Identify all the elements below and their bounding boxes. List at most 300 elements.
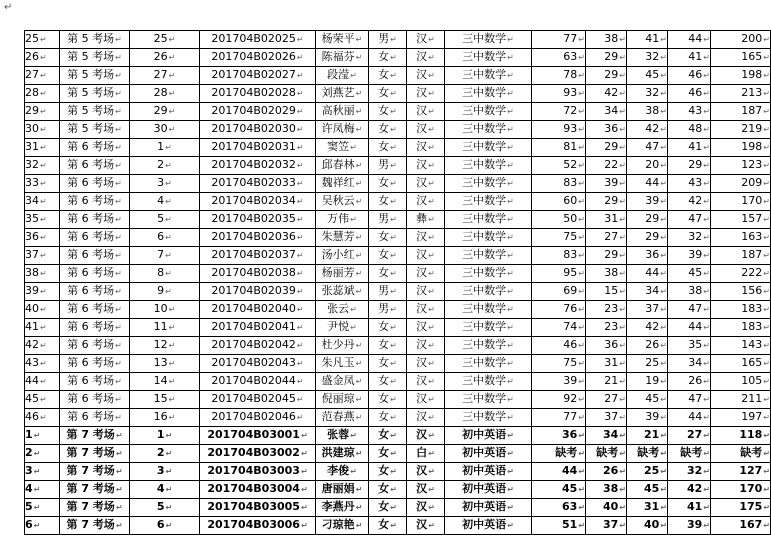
candidate-name-text: 张蓉 — [327, 428, 350, 441]
candidate-name-cell — [316, 247, 369, 265]
cell-mark: ↵ — [578, 287, 585, 296]
exam-room-text: 第 6 考场 — [67, 158, 115, 171]
cell-mark: ↵ — [168, 305, 176, 314]
subject-cell — [445, 355, 532, 373]
cell-mark: ↵ — [168, 377, 176, 386]
cell-mark: ↵ — [390, 467, 397, 476]
exam-room-cell — [60, 499, 130, 517]
score-3-cell — [627, 175, 668, 193]
score-2-cell — [586, 391, 627, 409]
candidate-id-cell — [200, 121, 316, 139]
cell-mark: ↵ — [619, 323, 626, 332]
gender-text: 女 — [378, 86, 390, 99]
cell-mark: ↵ — [355, 197, 363, 206]
cell-mark: ↵ — [578, 233, 585, 242]
score-4-cell — [668, 265, 711, 283]
cell-mark: ↵ — [703, 89, 710, 98]
score-2-text: 31 — [604, 212, 619, 225]
candidate-name-text: 杨丽芳 — [321, 266, 355, 279]
cell-mark: ↵ — [703, 71, 710, 80]
score-3-text: 19 — [645, 374, 660, 387]
subject-text: 三中数学 — [462, 284, 507, 297]
candidate-name-cell — [316, 265, 369, 283]
candidate-name-cell — [316, 517, 369, 535]
exam-room-text: 第 7 考场 — [66, 464, 115, 477]
cell-mark: ↵ — [578, 305, 585, 314]
cell-mark: ↵ — [660, 431, 667, 440]
seat-number-cell — [130, 427, 200, 445]
cell-mark: ↵ — [115, 413, 122, 422]
cell-mark: ↵ — [296, 341, 304, 350]
cell-mark: ↵ — [390, 431, 397, 440]
ethnicity-text: 汉 — [416, 248, 428, 261]
cell-mark: ↵ — [619, 179, 626, 188]
candidate-id-text: 201704B02042 — [211, 338, 296, 351]
cell-mark: ↵ — [428, 287, 435, 296]
cell-mark: ↵ — [115, 485, 123, 494]
cell-mark: ↵ — [168, 71, 176, 80]
cell-mark: ↵ — [578, 125, 585, 134]
exam-room-cell — [60, 247, 130, 265]
score-3-cell — [627, 373, 668, 391]
row-number-cell — [25, 229, 60, 247]
score-1-cell — [532, 499, 586, 517]
gender-text: 女 — [378, 464, 390, 477]
row-number-cell — [25, 49, 60, 67]
total-score-cell — [711, 391, 771, 409]
score-4-text: 38 — [688, 284, 703, 297]
table-row — [25, 517, 771, 535]
row-number-text: 28 — [25, 86, 39, 99]
cell-mark: ↵ — [33, 431, 41, 440]
score-3-text: 32 — [645, 86, 660, 99]
cell-mark: ↵ — [115, 161, 122, 170]
score-3-cell — [627, 265, 668, 283]
cell-mark: ↵ — [296, 323, 304, 332]
cell-mark: ↵ — [660, 89, 667, 98]
ethnicity-text: 汉 — [416, 32, 428, 45]
score-4-text: 47 — [688, 302, 703, 315]
cell-mark: ↵ — [763, 215, 770, 224]
seat-number-text: 3 — [157, 176, 165, 189]
candidate-name-cell — [316, 337, 369, 355]
cell-mark: ↵ — [763, 251, 770, 260]
candidate-name-text: 范春燕 — [321, 410, 355, 423]
cell-mark: ↵ — [578, 53, 585, 62]
score-3-text: 26 — [645, 338, 660, 351]
score-2-text: 缺考 — [596, 446, 619, 459]
ethnicity-cell — [407, 499, 445, 517]
ethnicity-text: 彝 — [416, 212, 428, 225]
cell-mark: ↵ — [578, 215, 585, 224]
cell-mark: ↵ — [428, 305, 435, 314]
cell-mark: ↵ — [428, 53, 435, 62]
cell-mark: ↵ — [660, 53, 667, 62]
row-number-text: 37 — [25, 248, 39, 261]
subject-text: 三中数学 — [462, 86, 507, 99]
score-2-text: 40 — [602, 500, 619, 513]
cell-mark: ↵ — [578, 197, 585, 206]
score-1-cell — [532, 139, 586, 157]
score-4-cell — [668, 139, 711, 157]
cell-mark: ↵ — [350, 467, 357, 476]
seat-number-text: 6 — [156, 518, 165, 531]
score-4-text: 47 — [688, 392, 703, 405]
score-1-text: 缺考 — [555, 446, 578, 459]
cell-mark: ↵ — [168, 125, 176, 134]
score-3-cell — [627, 427, 668, 445]
subject-cell — [445, 481, 532, 499]
cell-mark: ↵ — [660, 359, 667, 368]
cell-mark: ↵ — [40, 161, 47, 170]
cell-mark: ↵ — [355, 161, 363, 170]
cell-mark: ↵ — [296, 53, 304, 62]
score-2-text: 29 — [604, 194, 619, 207]
score-3-text: 38 — [645, 104, 660, 117]
row-number-text: 34 — [25, 194, 39, 207]
cell-mark: ↵ — [660, 215, 667, 224]
gender-text: 女 — [378, 122, 390, 135]
score-4-text: 47 — [688, 212, 703, 225]
table-row — [25, 391, 771, 409]
gender-cell — [369, 301, 407, 319]
score-3-cell — [627, 157, 668, 175]
cell-mark: ↵ — [578, 521, 585, 530]
cell-mark: ↵ — [578, 359, 585, 368]
score-3-cell — [627, 355, 668, 373]
gender-text: 女 — [378, 50, 390, 63]
total-score-cell — [711, 49, 771, 67]
score-2-cell — [586, 319, 627, 337]
cell-mark: ↵ — [507, 251, 514, 260]
cell-mark: ↵ — [619, 125, 626, 134]
cell-mark: ↵ — [763, 467, 770, 476]
row-number-cell — [25, 121, 60, 139]
total-score-cell — [711, 157, 771, 175]
score-4-text: 45 — [688, 266, 703, 279]
cell-mark: ↵ — [115, 71, 122, 80]
cell-mark: ↵ — [578, 467, 585, 476]
gender-text: 女 — [378, 500, 390, 513]
score-3-cell — [627, 445, 668, 463]
ethnicity-text: 汉 — [416, 68, 428, 81]
cell-mark: ↵ — [703, 269, 710, 278]
candidate-id-text: 201704B02039 — [211, 284, 296, 297]
subject-text: 三中数学 — [462, 212, 507, 225]
cell-mark: ↵ — [390, 125, 397, 134]
candidate-id-text: 201704B02031 — [211, 140, 296, 153]
cell-mark: ↵ — [428, 233, 435, 242]
cell-mark: ↵ — [40, 179, 47, 188]
seat-number-text: 15 — [153, 392, 168, 405]
total-score-cell — [711, 229, 771, 247]
score-1-cell — [532, 373, 586, 391]
cell-mark: ↵ — [40, 305, 47, 314]
cell-mark: ↵ — [660, 269, 667, 278]
candidate-name-text: 段滢 — [327, 68, 350, 81]
score-1-text: 60 — [563, 194, 578, 207]
cell-mark: ↵ — [428, 467, 435, 476]
cell-mark: ↵ — [115, 431, 123, 440]
candidate-id-cell — [200, 85, 316, 103]
gender-text: 女 — [378, 140, 390, 153]
seat-number-cell — [130, 121, 200, 139]
gender-text: 女 — [378, 266, 390, 279]
candidate-name-cell — [316, 499, 369, 517]
candidate-id-cell — [200, 463, 316, 481]
score-3-text: 45 — [645, 68, 660, 81]
cell-mark: ↵ — [40, 323, 47, 332]
ethnicity-cell — [407, 67, 445, 85]
seat-number-cell — [130, 247, 200, 265]
cell-mark: ↵ — [115, 377, 122, 386]
gender-text: 女 — [378, 392, 390, 405]
score-4-text: 46 — [688, 86, 703, 99]
score-3-cell — [627, 283, 668, 301]
row-number-cell — [25, 355, 60, 373]
row-number-text: 45 — [25, 392, 39, 405]
row-number-text: 26 — [25, 50, 39, 63]
table-row — [25, 355, 771, 373]
cell-mark: ↵ — [296, 233, 304, 242]
exam-room-text: 第 6 考场 — [67, 392, 115, 405]
score-2-cell — [586, 337, 627, 355]
subject-text: 初中英语 — [462, 446, 507, 459]
subject-text: 初中英语 — [462, 482, 507, 495]
score-3-text: 25 — [643, 464, 660, 477]
score-3-cell — [627, 319, 668, 337]
cell-mark: ↵ — [350, 215, 357, 224]
total-score-text: 170 — [741, 194, 763, 207]
score-1-text: 44 — [561, 464, 578, 477]
gender-cell — [369, 139, 407, 157]
row-number-cell — [25, 193, 60, 211]
subject-cell — [445, 85, 532, 103]
row-number-text: 2 — [25, 446, 33, 459]
score-2-cell — [586, 355, 627, 373]
cell-mark: ↵ — [300, 503, 308, 512]
cell-mark: ↵ — [619, 251, 626, 260]
cell-mark: ↵ — [703, 395, 710, 404]
exam-room-cell — [60, 445, 130, 463]
cell-mark: ↵ — [763, 197, 770, 206]
score-4-cell — [668, 247, 711, 265]
exam-room-cell — [60, 85, 130, 103]
candidate-id-cell — [200, 211, 316, 229]
score-2-cell — [586, 409, 627, 427]
gender-cell — [369, 499, 407, 517]
cell-mark: ↵ — [115, 197, 122, 206]
gender-text: 女 — [378, 230, 390, 243]
ethnicity-cell — [407, 229, 445, 247]
ethnicity-cell — [407, 445, 445, 463]
row-number-text: 30 — [25, 122, 39, 135]
seat-number-text: 4 — [157, 194, 165, 207]
candidate-id-cell — [200, 373, 316, 391]
row-number-text: 27 — [25, 68, 39, 81]
score-1-cell — [532, 67, 586, 85]
cell-mark: ↵ — [763, 305, 770, 314]
ethnicity-text: 汉 — [416, 374, 428, 387]
score-2-text: 42 — [604, 86, 619, 99]
seat-number-cell — [130, 283, 200, 301]
gender-text: 女 — [378, 374, 390, 387]
score-4-text: 39 — [688, 248, 703, 261]
candidate-id-text: 201704B02040 — [211, 302, 296, 315]
table-row — [25, 283, 771, 301]
cell-mark: ↵ — [703, 521, 710, 530]
cell-mark: ↵ — [40, 53, 47, 62]
candidate-id-cell — [200, 283, 316, 301]
total-score-text: 187 — [741, 248, 763, 261]
score-4-cell — [668, 337, 711, 355]
exam-room-cell — [60, 229, 130, 247]
score-2-text: 21 — [604, 374, 619, 387]
cell-mark: ↵ — [507, 35, 514, 44]
cell-mark: ↵ — [390, 359, 397, 368]
table-row — [25, 175, 771, 193]
score-2-cell — [586, 445, 627, 463]
total-score-text: 156 — [741, 284, 763, 297]
candidate-name-text: 洪建琼 — [321, 446, 355, 459]
cell-mark: ↵ — [507, 413, 514, 422]
candidate-id-cell — [200, 409, 316, 427]
cell-mark: ↵ — [763, 233, 770, 242]
cell-mark: ↵ — [168, 89, 176, 98]
candidate-name-text: 魏祥红 — [321, 176, 355, 189]
row-number-cell — [25, 67, 60, 85]
score-3-text: 44 — [645, 176, 660, 189]
table-body — [25, 31, 771, 535]
exam-room-text: 第 6 考场 — [67, 140, 115, 153]
row-number-cell — [25, 427, 60, 445]
score-3-text: 36 — [645, 248, 660, 261]
subject-text: 三中数学 — [462, 230, 507, 243]
row-number-text: 39 — [25, 284, 39, 297]
score-4-text: 41 — [688, 140, 703, 153]
score-3-text: 44 — [645, 266, 660, 279]
cell-mark: ↵ — [507, 287, 514, 296]
ethnicity-text: 汉 — [416, 194, 428, 207]
cell-mark: ↵ — [578, 251, 585, 260]
score-4-text: 缺考 — [680, 446, 703, 459]
seat-number-text: 28 — [153, 86, 168, 99]
ethnicity-cell — [407, 103, 445, 121]
cell-mark: ↵ — [40, 89, 47, 98]
cell-mark: ↵ — [619, 89, 626, 98]
score-1-text: 63 — [561, 500, 578, 513]
subject-cell — [445, 247, 532, 265]
cell-mark: ↵ — [619, 71, 626, 80]
cell-mark: ↵ — [165, 215, 172, 224]
cell-mark: ↵ — [390, 287, 397, 296]
score-1-text: 45 — [561, 482, 578, 495]
row-number-text: 32 — [25, 158, 39, 171]
cell-mark: ↵ — [165, 197, 172, 206]
exam-room-text: 第 7 考场 — [66, 518, 115, 531]
gender-cell — [369, 337, 407, 355]
cell-mark: ↵ — [660, 485, 667, 494]
candidate-name-cell — [316, 121, 369, 139]
cell-mark: ↵ — [578, 71, 585, 80]
score-3-cell — [627, 121, 668, 139]
row-number-cell — [25, 175, 60, 193]
cell-mark: ↵ — [40, 269, 47, 278]
total-score-text: 缺考 — [740, 446, 763, 459]
candidate-id-cell — [200, 301, 316, 319]
score-3-text: 25 — [645, 356, 660, 369]
candidate-name-text: 倪丽琼 — [321, 392, 355, 405]
score-3-text: 42 — [645, 320, 660, 333]
cell-mark: ↵ — [390, 377, 397, 386]
cell-mark: ↵ — [168, 395, 176, 404]
cell-mark: ↵ — [660, 233, 667, 242]
cell-mark: ↵ — [619, 467, 626, 476]
cell-mark: ↵ — [507, 233, 514, 242]
candidate-id-text: 201704B02026 — [211, 50, 296, 63]
ethnicity-cell — [407, 463, 445, 481]
cell-mark: ↵ — [507, 215, 514, 224]
cell-mark: ↵ — [763, 377, 770, 386]
score-4-cell — [668, 283, 711, 301]
table-row — [25, 427, 771, 445]
total-score-cell — [711, 499, 771, 517]
cell-mark: ↵ — [578, 503, 585, 512]
cell-mark: ↵ — [507, 485, 514, 494]
score-2-text: 38 — [604, 32, 619, 45]
gender-text: 女 — [378, 482, 390, 495]
cell-mark: ↵ — [619, 377, 626, 386]
candidate-id-cell — [200, 319, 316, 337]
cell-mark: ↵ — [428, 125, 435, 134]
cell-mark: ↵ — [507, 143, 514, 152]
cell-mark: ↵ — [296, 35, 304, 44]
candidate-name-cell — [316, 391, 369, 409]
total-score-cell — [711, 355, 771, 373]
candidate-name-cell — [316, 301, 369, 319]
cell-mark: ↵ — [296, 395, 304, 404]
exam-room-text: 第 6 考场 — [67, 176, 115, 189]
table-row — [25, 121, 771, 139]
ethnicity-text: 白 — [416, 446, 428, 459]
cell-mark: ↵ — [428, 341, 435, 350]
candidate-name-text: 张云 — [327, 302, 350, 315]
cell-mark: ↵ — [428, 161, 435, 170]
exam-room-cell — [60, 49, 130, 67]
score-3-text: 34 — [645, 284, 660, 297]
candidate-name-text: 唐丽娟 — [321, 482, 355, 495]
cell-mark: ↵ — [300, 521, 308, 530]
score-4-text: 34 — [688, 356, 703, 369]
gender-cell — [369, 409, 407, 427]
cell-mark: ↵ — [165, 179, 172, 188]
seat-number-cell — [130, 517, 200, 535]
seat-number-cell — [130, 157, 200, 175]
subject-text: 三中数学 — [462, 122, 507, 135]
table-row — [25, 445, 771, 463]
cell-mark: ↵ — [40, 251, 47, 260]
gender-cell — [369, 283, 407, 301]
candidate-name-cell — [316, 67, 369, 85]
score-4-cell — [668, 229, 711, 247]
row-number-cell — [25, 481, 60, 499]
cell-mark: ↵ — [390, 449, 397, 458]
row-number-cell — [25, 85, 60, 103]
row-number-text: 3 — [25, 464, 33, 477]
exam-room-text: 第 6 考场 — [67, 284, 115, 297]
candidate-name-cell — [316, 103, 369, 121]
subject-cell — [445, 283, 532, 301]
